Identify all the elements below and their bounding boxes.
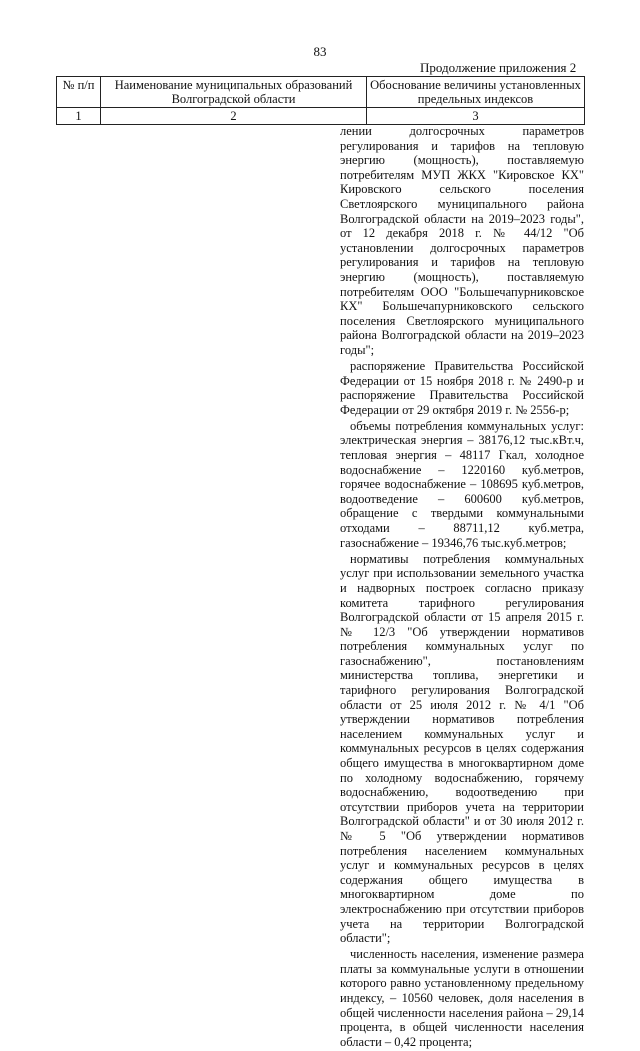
column-number-3: 3 <box>367 108 585 125</box>
column-header-number: № п/п <box>57 77 101 108</box>
appendix-continuation-label: Продолжение приложения 2 <box>420 60 577 75</box>
justification-paragraph-2: распоряжение Правительства Российской Федерации от 15 ноября 2018 г. № 2490-р и распоряжение Правительства Российской Федерации от 29 октября 2019 г. № 2556-р; <box>340 359 584 417</box>
column-header-justification: Обоснование величины установленных предельных индексов <box>367 77 585 108</box>
table-column-numbers-row <box>57 108 585 125</box>
page-number: 83 <box>313 44 327 59</box>
appendix-table-header <box>56 76 585 125</box>
table-header-row <box>57 77 585 108</box>
column-number-2: 2 <box>101 108 367 125</box>
justification-paragraph-4: нормативы потребления коммунальных услуг при использовании земельного участка и надворных построек согласно приказу комитета тарифного регулирования Волгоградской области от 15 апреля 2015 г. № 12/3 "Об утверждении нормативов потребления коммунальных услуг по газоснабжению", постановлениям министерства топлива, энергетики и тарифного регулирования Волгоградской области от 25 июля 2012 г. № 4/1 "Об утверждении нормативов потребления населением коммунальных услуг и коммунальных ресурсов в целях содержания общего имущества в многоквартирном доме по холодному водоснабжению, горячему водоснабжению, водоотведению при отсутствии приборов учета на территории Волгоградской области" и от 30 июля 2012 г. № 5 "Об утверждении нормативов потребления населением коммунальных услуг и коммунальных ресурсов в целях содержания общего имущества в многоквартирном доме по электроснабжению при отсутствии приборов учета на территории Волгоградской области"; <box>340 551 584 946</box>
justification-paragraph-3: объемы потребления коммунальных услуг: электрическая энергия – 38176,12 тыс.кВт.ч, тепловая энергия – 48117 Гкал, холодное водоснабжение – 1220160 куб.метров, горячее водоснабжение – 108695 куб.метров, водоотведение – 600600 куб.метров, обращение с твердыми коммунальными отходами – 88711,12 куб.метра, газоснабжение – 19346,76 тыс.куб.метров; <box>340 418 584 550</box>
column-number-1: 1 <box>57 108 101 125</box>
justification-paragraph-1: лении долгосрочных параметров регулирования и тарифов на тепловую энергию (мощность), поставляемую потребителям МУП ЖКХ "Кировское КХ" Кировского сельского поселения Светлоярского муниципального района Волгоградской области на 2019–2023 годы", от 12 декабря 2018 г. № 44/12 "Об установлении долгосрочных параметров регулирования и тарифов на тепловую энергию (мощность), поставляемую потребителям ООО "Большечапурниковское КХ" Большечапурниковского сельского поселения Светлоярского муниципального района Волгоградской области на 2019–2023 годы"; <box>340 124 584 357</box>
justification-paragraph-5: численность населения, изменение размера платы за коммунальные услуги в отношении которого равно установленному предельному индексу, – 10560 человек, доля населения в общей численности населения района – 29,14 процента, в общей численности населения области – 0,42 процента; <box>340 947 584 1049</box>
column-header-municipality: Наименование муниципальных образований Волгоградской области <box>101 77 367 108</box>
justification-text-column <box>340 124 584 1051</box>
